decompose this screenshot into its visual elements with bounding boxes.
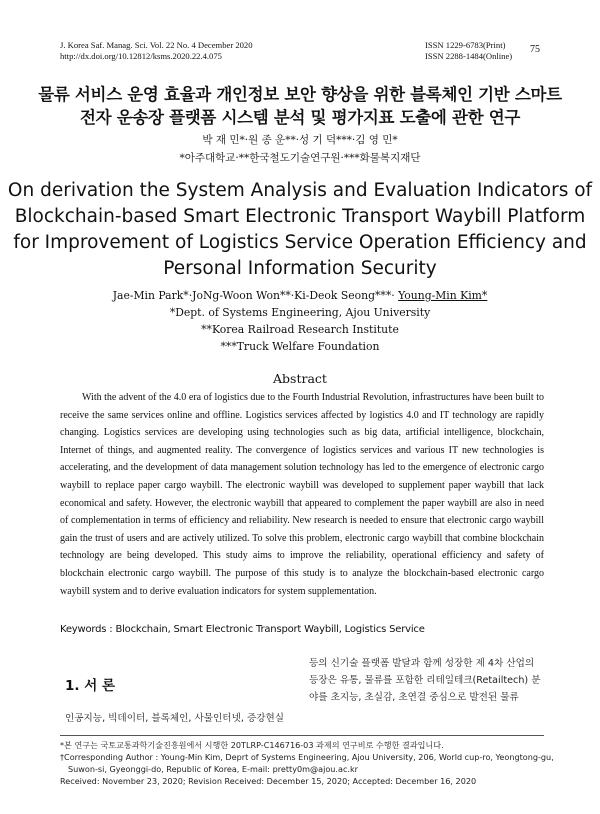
english-title-line-2: Blockchain-based Smart Electronic Transport Waybill Platform (14, 206, 586, 227)
body-line: 등의 신기술 플랫폼 발달과 함께 성장한 제 4차 산업의 (309, 658, 535, 669)
footnote-corresponding (60, 752, 554, 764)
issn-block (425, 40, 512, 62)
affiliation-3: ***Truck Welfare Foundation (220, 340, 380, 353)
footnote-dates (60, 776, 544, 788)
journal-header (60, 40, 253, 62)
body-left-column: 인공지능, 빅데이터, 블록체인, 사물인터넷, 증강현실 (65, 713, 285, 724)
body-line: 등장은 유통, 물류를 포함한 리테일테크(Retailtech) 분 (309, 675, 541, 686)
korean-title-line-1: 물류 서비스 운영 효율과 개인정보 보안 향상을 위한 블록체인 기반 스마트 (38, 85, 562, 104)
issn-print: ISSN 1229-6783(Print) (425, 40, 506, 50)
korean-title-line-2: 전자 운송장 플랫폼 시스템 분석 및 평가지표 도출에 관한 연구 (80, 108, 520, 127)
abstract-heading: Abstract (273, 371, 327, 386)
korean-affiliations: *아주대학교·**한국철도기술연구원·***화물복지재단 (179, 152, 421, 164)
english-title (0, 178, 600, 282)
body-right-column (309, 655, 544, 706)
footnote-funding (60, 740, 544, 752)
footnote-dates-text: Received: November 23, 2020; Revision Received: December 15, 2020; Accepted: December 16, 2020 (60, 776, 477, 786)
footnote-corresponding-text: †Corresponding Author : Young-Min Kim, Deprt of Systems Engineering, Ajou University, 206, World cup-ro, Yeongtong-gu, (60, 752, 554, 762)
section-heading: 1. 서 론 (65, 678, 116, 694)
korean-authors: 박 재 민*·원 종 운**·성 기 덕***·김 영 민* (202, 134, 398, 146)
keywords: Keywords : Blockchain, Smart Electronic Transport Waybill, Logistics Service (60, 624, 425, 635)
english-title-line-3: for Improvement of Logistics Service Operation Efficiency and (13, 232, 587, 253)
journal-citation: J. Korea Saf. Manag. Sci. Vol. 22 No. 4 December 2020 (60, 40, 253, 50)
doi-text: http://dx.doi.org/10.12812/ksms.2020.22.4.075 (60, 51, 222, 61)
affiliation-2: **Korea Railroad Research Institute (201, 323, 399, 336)
english-title-line-4: Personal Information Security (163, 258, 437, 279)
english-title-line-1: On derivation the System Analysis and Evaluation Indicators of (7, 180, 593, 201)
footnote-funding-text: *본 연구는 국토교통과학기술진흥원에서 시행한 20TLRP-C146716-03 과제의 연구비로 수행한 결과입니다. (60, 740, 444, 750)
abstract-body: With the advent of the 4.0 era of logistics due to the Fourth Industrial Revolution, infrastructures have been built to receive the same services online and offline. Logistics services affected by logistics 4.0 and IT technology are rapidly changing. Logistics services are developing using technologies such as big data, artificial intelligence, blockchain, Internet of things, and augmented reality. The convergence of logistics services and various IT new technologies is accelerating, and the development of data management solution technology has led to the emergence of electronic cargo waybill to replace paper cargo waybill. The electronic waybill was developed to supplement paper waybill that lack economical and safety. However, the electronic waybill that appeared to complement the paper waybill are also in need of complementation in terms of efficiency and reliability. New research is needed to ensure that electronic cargo waybill gain the trust of users and are actively utilized. To solve this problem, electronic cargo waybill that combine blockchain technology are being developed. This study aims to improve the reliability, operational efficiency and safety of blockchain electronic cargo waybill. The purpose of this study is to analyze the blockchain-based electronic cargo waybill system and to derive evaluation indicators for system supplementation. (60, 392, 544, 597)
issn-online: ISSN 2288-1484(Online) (425, 51, 513, 61)
body-line: 야를 초지능, 초실감, 초연결 중심으로 발전된 물류 (309, 692, 519, 703)
footnote-address (60, 764, 544, 776)
page-number: 75 (530, 44, 540, 55)
corresponding-author: Young-Min Kim* (398, 289, 488, 302)
author-list: Jae-Min Park*·JoNg-Woon Won**·Ki-Deok Seong***· (112, 289, 395, 302)
english-affiliations (0, 304, 600, 355)
korean-title (0, 83, 600, 129)
affiliation-1: *Dept. of Systems Engineering, Ajou University (169, 306, 431, 319)
english-authors (0, 287, 600, 304)
footnote-divider (60, 735, 544, 736)
footnote-address-text: Suwon-si, Gyeonggi-do, Republic of Korea, E-mail: pretty0m@ajou.ac.kr (68, 764, 358, 774)
